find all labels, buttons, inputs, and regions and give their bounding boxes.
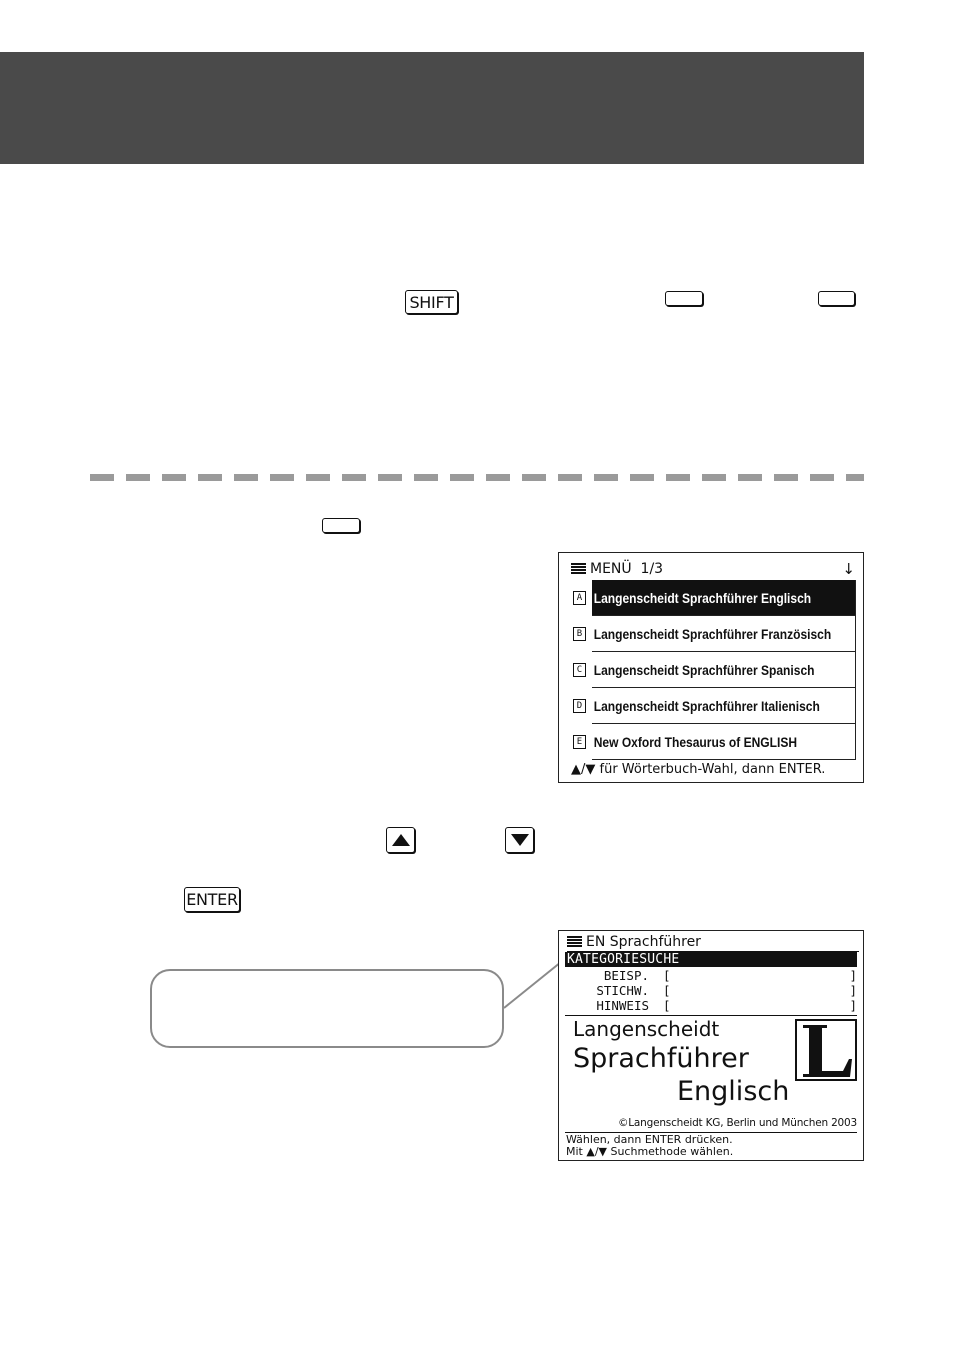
search-field-keyword[interactable]	[577, 983, 857, 998]
section-divider	[90, 474, 864, 481]
menu-item-label: Langenscheidt Sprachführer Spanisch	[593, 662, 815, 678]
blank-key-1	[665, 291, 703, 306]
bracket-left: [	[663, 998, 671, 1013]
bracket-left: [	[663, 968, 671, 983]
search-field-label: STICHW.	[596, 983, 649, 998]
langenscheidt-logo-icon	[795, 1019, 857, 1081]
brand-langenscheidt: Langenscheidt	[573, 1017, 720, 1041]
menu-item-label: Langenscheidt Sprachführer Französisch	[593, 626, 832, 642]
menu-header	[571, 560, 857, 578]
phrasebook-title: EN Sprachführer	[586, 934, 701, 950]
bracket-right: ]	[849, 998, 857, 1013]
menu-item-d[interactable]	[571, 688, 856, 724]
blank-key-2	[818, 291, 855, 306]
chapter-header-band	[0, 52, 864, 164]
shift-key	[405, 290, 458, 314]
bracket-right: ]	[849, 968, 857, 983]
phrasebook-screen	[558, 930, 864, 1161]
scroll-down-arrow-icon: ↓	[842, 560, 855, 578]
menu-icon	[567, 936, 582, 948]
menu-item-label: Langenscheidt Sprachführer Italienisch	[593, 698, 820, 714]
shift-key-label: SHIFT	[409, 292, 454, 312]
menu-item-label: Langenscheidt Sprachführer Englisch	[593, 590, 812, 606]
menu-screen	[558, 552, 864, 783]
hint-line-2: Mit ▲/▼ Suchmethode wählen.	[566, 1145, 734, 1158]
bracket-right: ]	[849, 983, 857, 998]
search-field-label: BEISP.	[603, 968, 649, 983]
up-arrow-key	[386, 827, 415, 853]
menu-item-letter: D	[573, 699, 586, 713]
hint-line-1: Wählen, dann ENTER drücken.	[566, 1133, 733, 1146]
brand-sprachfuehrer: Sprachführer	[573, 1043, 749, 1074]
menu-item-label: New Oxford Thesaurus of ENGLISH	[593, 734, 798, 750]
phrasebook-header	[567, 933, 859, 952]
menu-item-c[interactable]	[571, 652, 856, 688]
menu-icon	[571, 563, 586, 575]
blank-key-3	[322, 518, 360, 533]
menu-item-a[interactable]	[571, 580, 856, 616]
up-triangle-icon	[392, 834, 410, 846]
search-field-label: HINWEIS	[596, 998, 649, 1013]
search-field-hint[interactable]	[577, 998, 857, 1013]
menu-item-b[interactable]	[571, 616, 856, 652]
search-field-example[interactable]	[577, 968, 857, 983]
category-search-bar[interactable]: KATEGORIESUCHE	[565, 952, 857, 967]
down-triangle-icon	[511, 834, 529, 846]
separator	[565, 1015, 857, 1016]
brand-englisch: Englisch	[677, 1076, 790, 1107]
enter-key-label: ENTER	[186, 890, 238, 909]
copyright-text: ©Langenscheidt KG, Berlin und München 2003	[617, 1117, 857, 1129]
menu-title: MENÜ 1/3	[590, 561, 664, 577]
menu-item-letter: B	[573, 627, 586, 641]
callout-box	[150, 969, 504, 1048]
menu-item-e[interactable]	[571, 724, 856, 760]
menu-item-letter: A	[573, 591, 586, 605]
menu-footer: ▲/▼ für Wörterbuch-Wahl, dann ENTER.	[571, 762, 826, 777]
menu-item-letter: C	[573, 663, 586, 677]
enter-key	[184, 887, 240, 912]
bracket-left: [	[663, 983, 671, 998]
menu-item-letter: E	[573, 735, 586, 749]
down-arrow-key	[505, 827, 534, 853]
